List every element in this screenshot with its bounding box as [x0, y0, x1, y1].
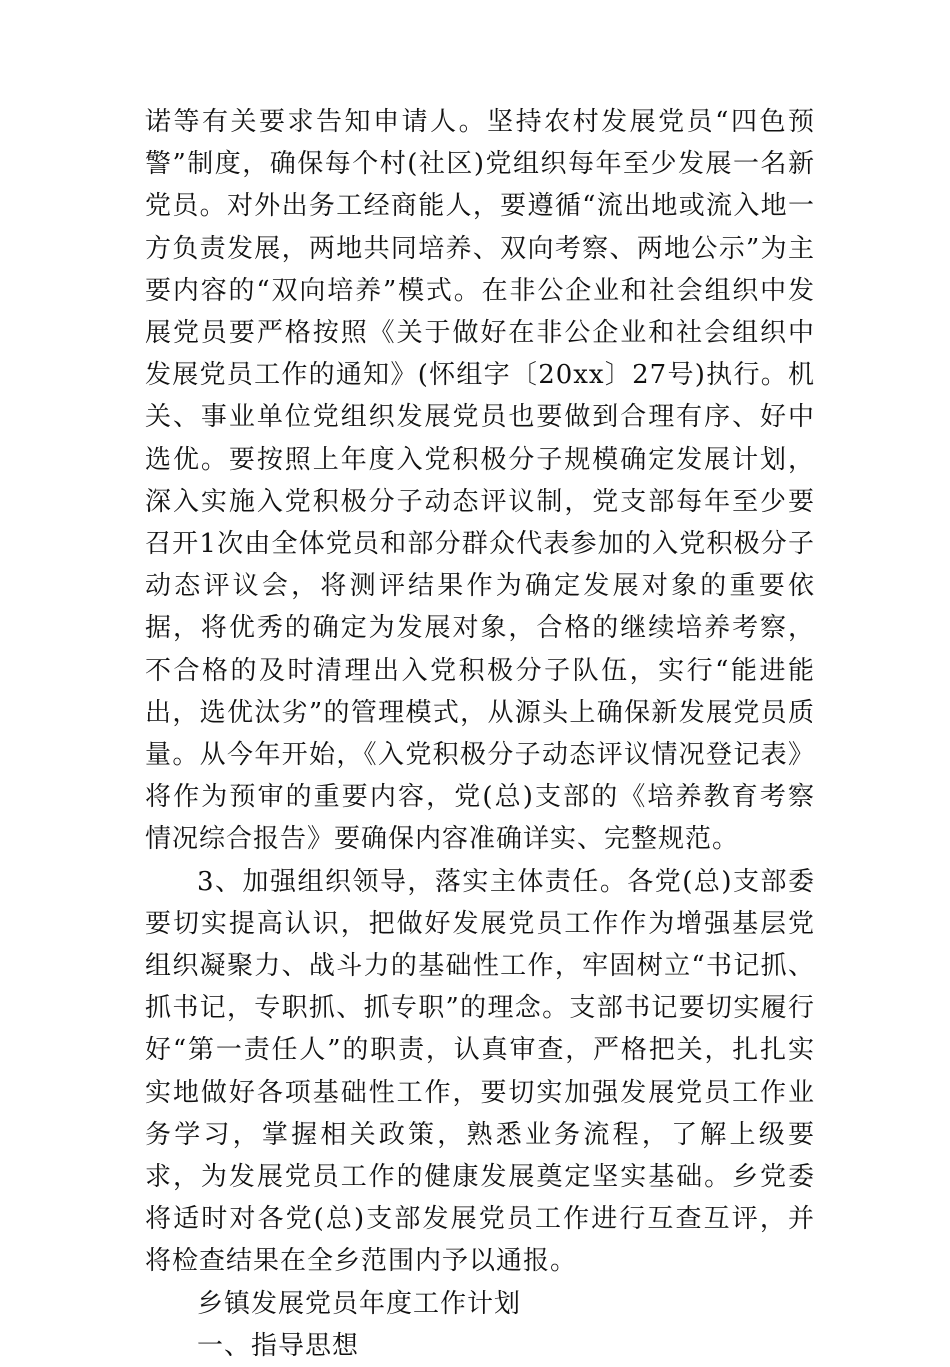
subsection-title: 一、指导思想 — [197, 1330, 360, 1361]
section-title: 乡镇发展党员年度工作计划 — [197, 1288, 522, 1319]
document-body — [145, 101, 815, 1367]
paragraph-leadership-responsibility: 3、加强组织领导，落实主体责任。各党(总)支部委要切实提高认识，把做好发展党员工作作为增强基层党组织凝聚力、战斗力的基础性工作，牢固树立“书记抓、抓书记，专职抓、抓专职”的理念。支部书记要切实履行好“第一责任人”的职责，认真审查，严格把关，扎扎实实地做好各项基础性工作，要切实加强发展党员工作业务学习，掌握相关政策，熟悉业务流程，了解上级要求，为发展党员工作的健康发展奠定坚实基础。乡党委将适时对各党(总)支部发展党员工作进行互查互评，并将检查结果在全乡范围内予以通报。 — [145, 866, 815, 1277]
paragraph-continued: 诺等有关要求告知申请人。坚持农村发展党员“四色预警”制度，确保每个村(社区)党组织每年至少发展一名新党员。对外出务工经商能人，要遵循“流出地或流入地一方负责发展，两地共同培养、双向考察、两地公示”为主要内容的“双向培养”模式。在非公企业和社会组织中发展党员要严格按照《关于做好在非公企业和社会组织中发展党员工作的通知》(怀组字〔20xx〕27号)执行。机关、事业单位党组织发展党员也要做到合理有序、好中选优。要按照上年度入党积极分子规模确定发展计划，深入实施入党积极分子动态评议制，党支部每年至少要召开1次由全体党员和部分群众代表参加的入党积极分子动态评议会，将测评结果作为确定发展对象的重要依据，将优秀的确定为发展对象，合格的继续培养考察，不合格的及时清理出入党积极分子队伍，实行“能进能出，选优汰劣”的管理模式，从源头上确保新发展党员质量。从今年开始，《入党积极分子动态评议情况登记表》将作为预审的重要内容，党(总)支部的《培养教育考察情况综合报告》要确保内容准确详实、完整规范。 — [145, 107, 815, 855]
